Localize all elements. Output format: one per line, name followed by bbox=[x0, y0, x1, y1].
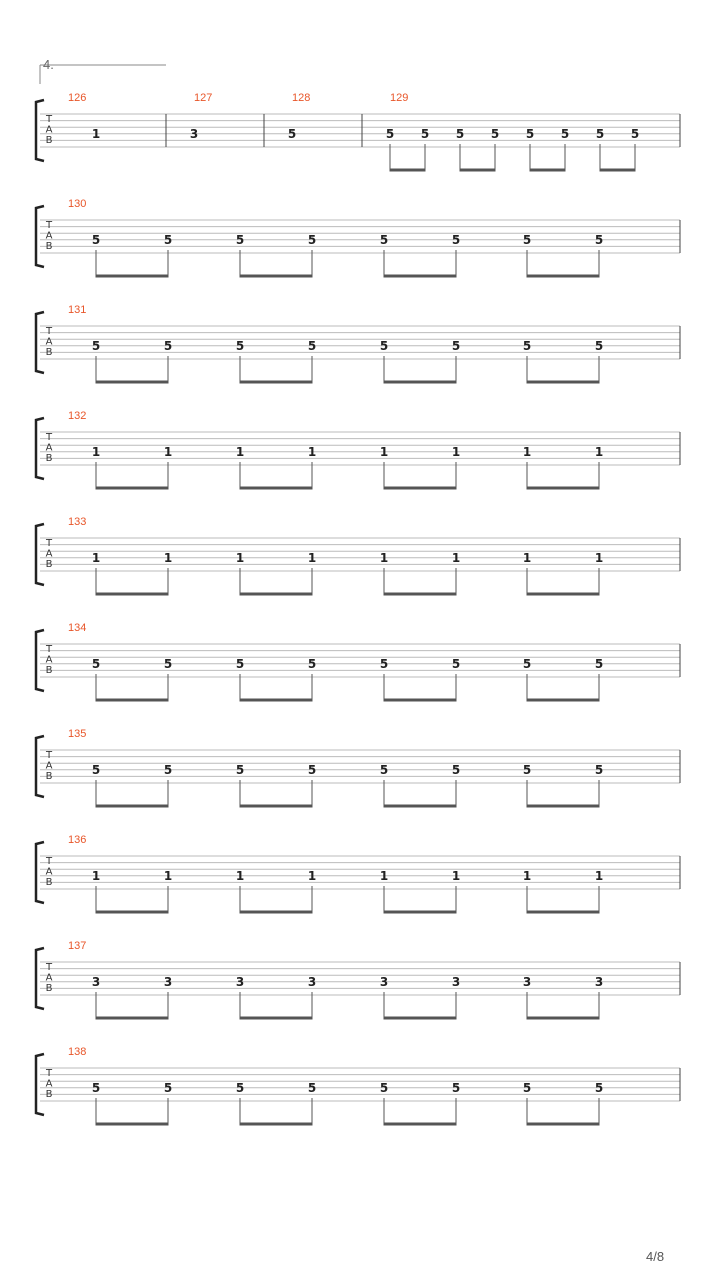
volta-label: 4. bbox=[43, 57, 54, 72]
system-bracket bbox=[36, 630, 44, 691]
fret-number: 5 bbox=[522, 339, 532, 353]
tab-clef-letter: B bbox=[45, 453, 53, 464]
staff-system bbox=[36, 410, 680, 488]
fret-number: 1 bbox=[235, 869, 245, 883]
tab-clef-letter: B bbox=[45, 771, 53, 782]
fret-number: 5 bbox=[235, 233, 245, 247]
fret-number: 5 bbox=[594, 233, 604, 247]
staff-system bbox=[36, 622, 680, 700]
tab-clef-letter: T bbox=[45, 1068, 53, 1079]
fret-number: 5 bbox=[307, 339, 317, 353]
fret-number: 1 bbox=[307, 445, 317, 459]
staff-system bbox=[36, 834, 680, 912]
fret-number: 1 bbox=[594, 869, 604, 883]
fret-number: 5 bbox=[163, 233, 173, 247]
fret-number: 5 bbox=[594, 339, 604, 353]
tab-clef-letter: A bbox=[45, 124, 53, 136]
measure-number: 136 bbox=[68, 834, 87, 846]
tab-clef-letter: T bbox=[45, 432, 53, 443]
tab-clef-letter: A bbox=[45, 548, 53, 560]
staff-system bbox=[36, 198, 680, 276]
measure-number: 128 bbox=[292, 92, 311, 104]
system-bracket bbox=[36, 524, 44, 585]
tab-clef-letter: A bbox=[45, 866, 53, 878]
fret-number: 5 bbox=[594, 657, 604, 671]
tab-clef-letter: T bbox=[45, 220, 53, 231]
fret-number: 1 bbox=[163, 869, 173, 883]
system-bracket bbox=[36, 842, 44, 903]
tab-clef-letter: B bbox=[45, 983, 53, 994]
system-bracket bbox=[36, 206, 44, 267]
fret-number: 5 bbox=[91, 763, 101, 777]
tab-clef-letter: A bbox=[45, 654, 53, 666]
fret-number: 5 bbox=[451, 763, 461, 777]
fret-number: 5 bbox=[163, 1081, 173, 1095]
staff-system bbox=[36, 728, 680, 806]
fret-number: 3 bbox=[594, 975, 604, 989]
staff-system bbox=[36, 304, 680, 382]
fret-number: 1 bbox=[235, 551, 245, 565]
fret-number: 1 bbox=[379, 551, 389, 565]
fret-number: 1 bbox=[451, 551, 461, 565]
measure-number: 137 bbox=[68, 940, 87, 952]
measure-number: 134 bbox=[68, 622, 87, 634]
fret-number: 1 bbox=[163, 551, 173, 565]
fret-number: 5 bbox=[451, 657, 461, 671]
fret-number: 5 bbox=[91, 657, 101, 671]
fret-number: 5 bbox=[455, 127, 465, 141]
staff-system bbox=[36, 1046, 680, 1124]
fret-number: 3 bbox=[522, 975, 532, 989]
fret-number: 5 bbox=[379, 233, 389, 247]
fret-number: 3 bbox=[451, 975, 461, 989]
fret-number: 5 bbox=[451, 233, 461, 247]
page-number: 4/8 bbox=[646, 1249, 665, 1264]
fret-number: 5 bbox=[379, 339, 389, 353]
fret-number: 5 bbox=[420, 127, 430, 141]
fret-number: 1 bbox=[235, 445, 245, 459]
fret-number: 3 bbox=[379, 975, 389, 989]
fret-number: 5 bbox=[451, 1081, 461, 1095]
tab-clef-letter: T bbox=[45, 644, 53, 655]
measure-number: 127 bbox=[194, 92, 213, 104]
fret-number: 5 bbox=[163, 339, 173, 353]
fret-number: 1 bbox=[379, 869, 389, 883]
system-bracket bbox=[36, 948, 44, 1009]
fret-number: 5 bbox=[307, 763, 317, 777]
fret-number: 5 bbox=[595, 127, 605, 141]
fret-number: 1 bbox=[451, 869, 461, 883]
fret-number: 5 bbox=[235, 763, 245, 777]
tab-clef-letter: A bbox=[45, 442, 53, 454]
staff-system bbox=[36, 516, 680, 594]
measure-number: 130 bbox=[68, 198, 87, 210]
tab-clef-letter: B bbox=[45, 665, 53, 676]
fret-number: 1 bbox=[163, 445, 173, 459]
fret-number: 5 bbox=[522, 657, 532, 671]
tab-clef-letter: T bbox=[45, 750, 53, 761]
tab-clef-letter: A bbox=[45, 336, 53, 348]
fret-number: 1 bbox=[379, 445, 389, 459]
system-bracket bbox=[36, 418, 44, 479]
measure-number: 132 bbox=[68, 410, 87, 422]
system-bracket bbox=[36, 736, 44, 797]
fret-number: 1 bbox=[594, 445, 604, 459]
fret-number: 5 bbox=[235, 657, 245, 671]
fret-number: 5 bbox=[91, 233, 101, 247]
fret-number: 5 bbox=[379, 657, 389, 671]
measure-number: 131 bbox=[68, 304, 87, 316]
tab-clef-letter: T bbox=[45, 962, 53, 973]
tab-clef-letter: B bbox=[45, 877, 53, 888]
fret-number: 5 bbox=[91, 339, 101, 353]
measure-number: 133 bbox=[68, 516, 87, 528]
fret-number: 1 bbox=[91, 127, 101, 141]
measure-number: 135 bbox=[68, 728, 87, 740]
fret-number: 1 bbox=[307, 551, 317, 565]
tab-clef-letter: B bbox=[45, 1089, 53, 1100]
fret-number: 1 bbox=[522, 869, 532, 883]
fret-number: 5 bbox=[307, 1081, 317, 1095]
fret-number: 5 bbox=[307, 233, 317, 247]
fret-number: 5 bbox=[235, 1081, 245, 1095]
fret-number: 3 bbox=[163, 975, 173, 989]
tab-clef-letter: T bbox=[45, 326, 53, 337]
tab-clef-letter: B bbox=[45, 347, 53, 358]
fret-number: 5 bbox=[287, 127, 297, 141]
system-bracket bbox=[36, 100, 44, 161]
tab-clef-letter: A bbox=[45, 972, 53, 984]
tab-clef-letter: T bbox=[45, 114, 53, 125]
tab-clef-letter: B bbox=[45, 135, 53, 146]
fret-number: 3 bbox=[235, 975, 245, 989]
fret-number: 5 bbox=[522, 233, 532, 247]
fret-number: 3 bbox=[189, 127, 199, 141]
fret-number: 5 bbox=[594, 1081, 604, 1095]
system-bracket bbox=[36, 1054, 44, 1115]
fret-number: 5 bbox=[522, 1081, 532, 1095]
fret-number: 3 bbox=[91, 975, 101, 989]
tab-clef-letter: B bbox=[45, 241, 53, 252]
tab-clef-letter: A bbox=[45, 1078, 53, 1090]
measure-number: 138 bbox=[68, 1046, 87, 1058]
staff-system bbox=[36, 92, 680, 170]
tab-clef-letter: A bbox=[45, 760, 53, 772]
fret-number: 5 bbox=[163, 763, 173, 777]
fret-number: 5 bbox=[385, 127, 395, 141]
fret-number: 5 bbox=[522, 763, 532, 777]
tab-clef-letter: A bbox=[45, 230, 53, 242]
fret-number: 5 bbox=[451, 339, 461, 353]
measure-number: 126 bbox=[68, 92, 87, 104]
fret-number: 1 bbox=[522, 551, 532, 565]
fret-number: 1 bbox=[91, 551, 101, 565]
fret-number: 5 bbox=[163, 657, 173, 671]
volta-bracket bbox=[40, 57, 166, 84]
fret-number: 5 bbox=[379, 1081, 389, 1095]
fret-number: 5 bbox=[379, 763, 389, 777]
fret-number: 5 bbox=[235, 339, 245, 353]
tab-clef-letter: B bbox=[45, 559, 53, 570]
fret-number: 3 bbox=[307, 975, 317, 989]
fret-number: 1 bbox=[451, 445, 461, 459]
system-bracket bbox=[36, 312, 44, 373]
fret-number: 1 bbox=[91, 869, 101, 883]
fret-number: 5 bbox=[560, 127, 570, 141]
fret-number: 1 bbox=[91, 445, 101, 459]
fret-number: 5 bbox=[630, 127, 640, 141]
fret-number: 1 bbox=[307, 869, 317, 883]
tab-clef-letter: T bbox=[45, 538, 53, 549]
fret-number: 1 bbox=[522, 445, 532, 459]
fret-number: 5 bbox=[594, 763, 604, 777]
fret-number: 1 bbox=[594, 551, 604, 565]
fret-number: 5 bbox=[307, 657, 317, 671]
fret-number: 5 bbox=[91, 1081, 101, 1095]
measure-number: 129 bbox=[390, 92, 409, 104]
staff-system bbox=[36, 940, 680, 1018]
fret-number: 5 bbox=[525, 127, 535, 141]
fret-number: 5 bbox=[490, 127, 500, 141]
tab-clef-letter: T bbox=[45, 856, 53, 867]
